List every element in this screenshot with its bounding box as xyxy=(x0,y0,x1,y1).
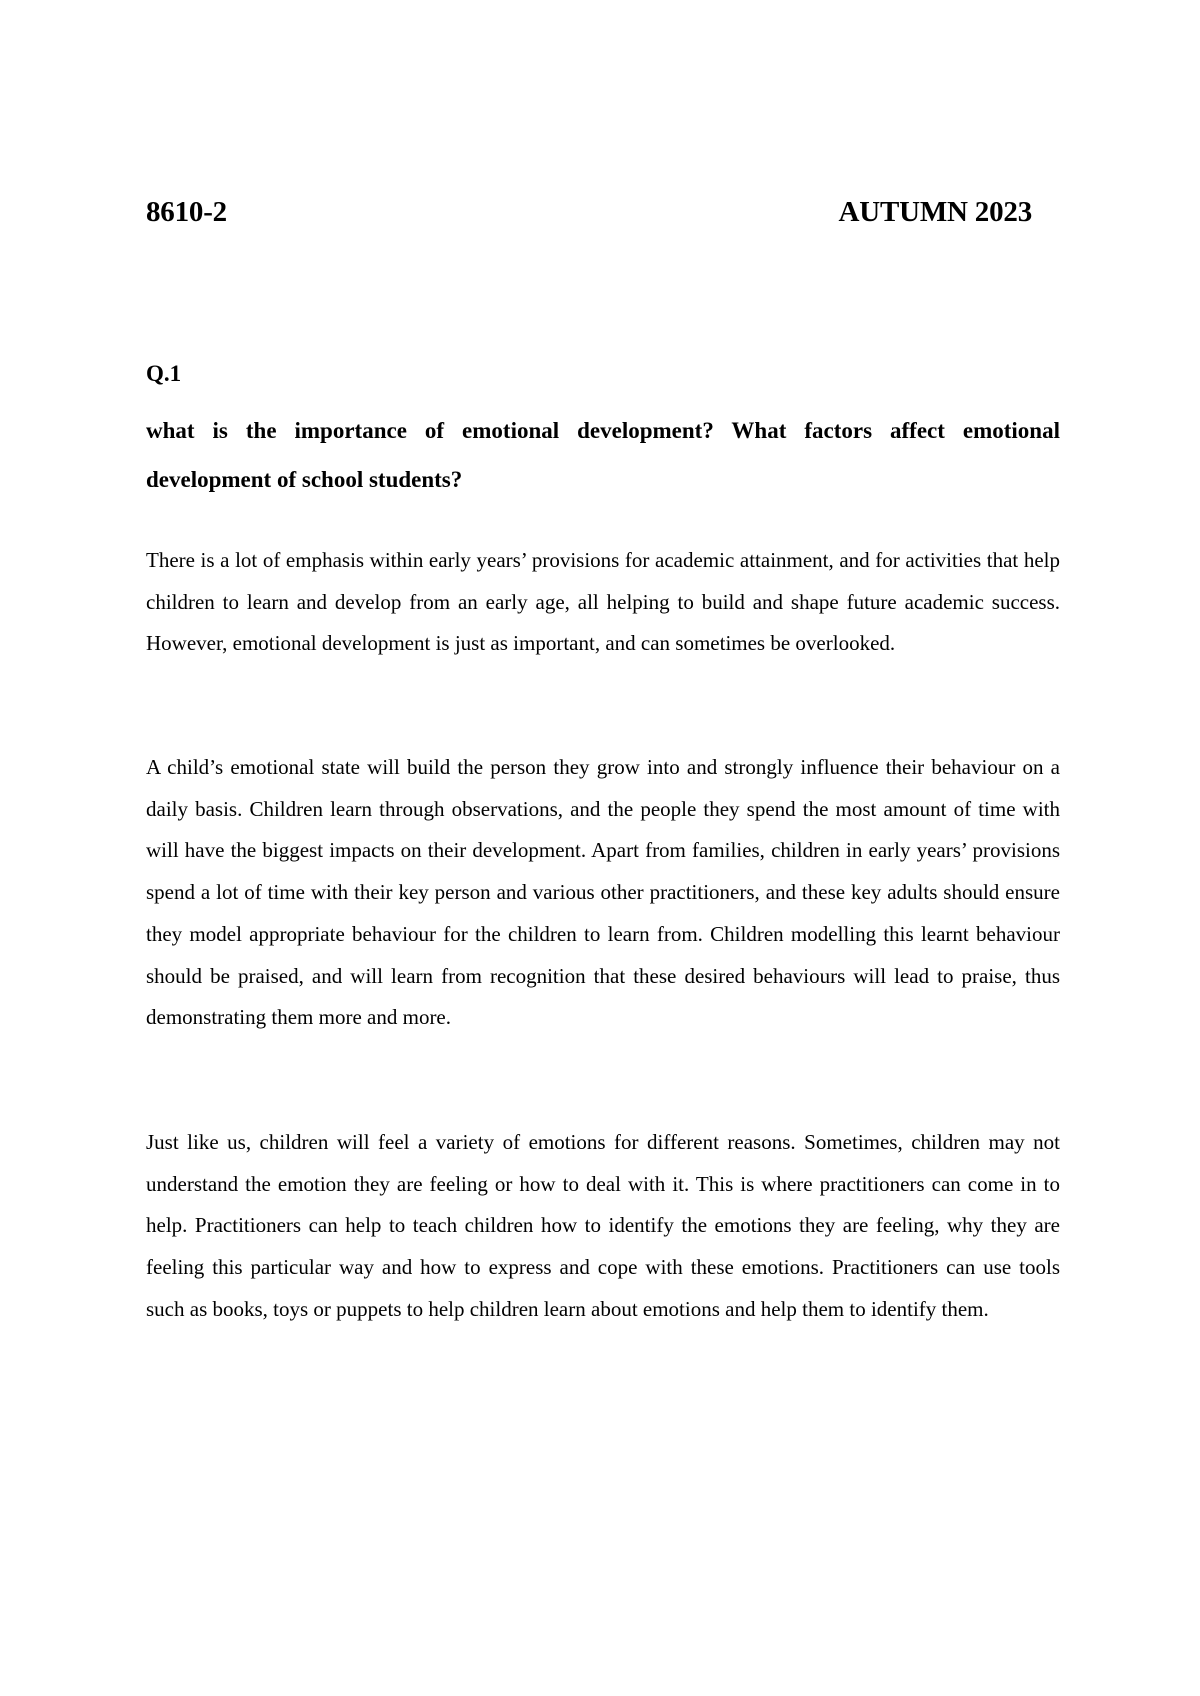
answer-paragraph-1: There is a lot of emphasis within early years’ provisions for academic attainment, and for activities that help children to learn and develop from an early age, all helping to build and shape future academic success. However, emotional development is just as important, and can sometimes be overlooked. xyxy=(146,548,1060,656)
semester-label: AUTUMN 2023 xyxy=(838,196,1032,228)
question-number: Q.1 xyxy=(146,361,182,386)
answer-paragraph-2: A child’s emotional state will build the person they grow into and strongly influence their behaviour on a daily basis. Children learn through observations, and the people they spend the most amount of time with will have the biggest impacts on their development. Apart from families, children in early years’ provisions spend a lot of time with their key person and various other practitioners, and these key adults should ensure they model appropriate behaviour for the children to learn from. Children modelling this learnt behaviour should be praised, and will learn from recognition that these desired behaviours will lead to praise, thus demonstrating them more and more. xyxy=(146,755,1060,1030)
answer-paragraph-3: Just like us, children will feel a variety of emotions for different reasons. Sometimes, children may not understand the emotion they are feeling or how to deal with it. This is where practitioners can come in to help. Practitioners can help to teach children how to identify the emotions they are feeling, why they are feeling this particular way and how to express and cope with these emotions. Practitioners can use tools such as books, toys or puppets to help children learn about emotions and help them to identify them. xyxy=(146,1130,1060,1321)
course-code: 8610-2 xyxy=(146,196,227,228)
question-text: what is the importance of emotional development? What factors affect emotional development of school students? xyxy=(146,418,1060,492)
document-header xyxy=(146,196,1032,229)
